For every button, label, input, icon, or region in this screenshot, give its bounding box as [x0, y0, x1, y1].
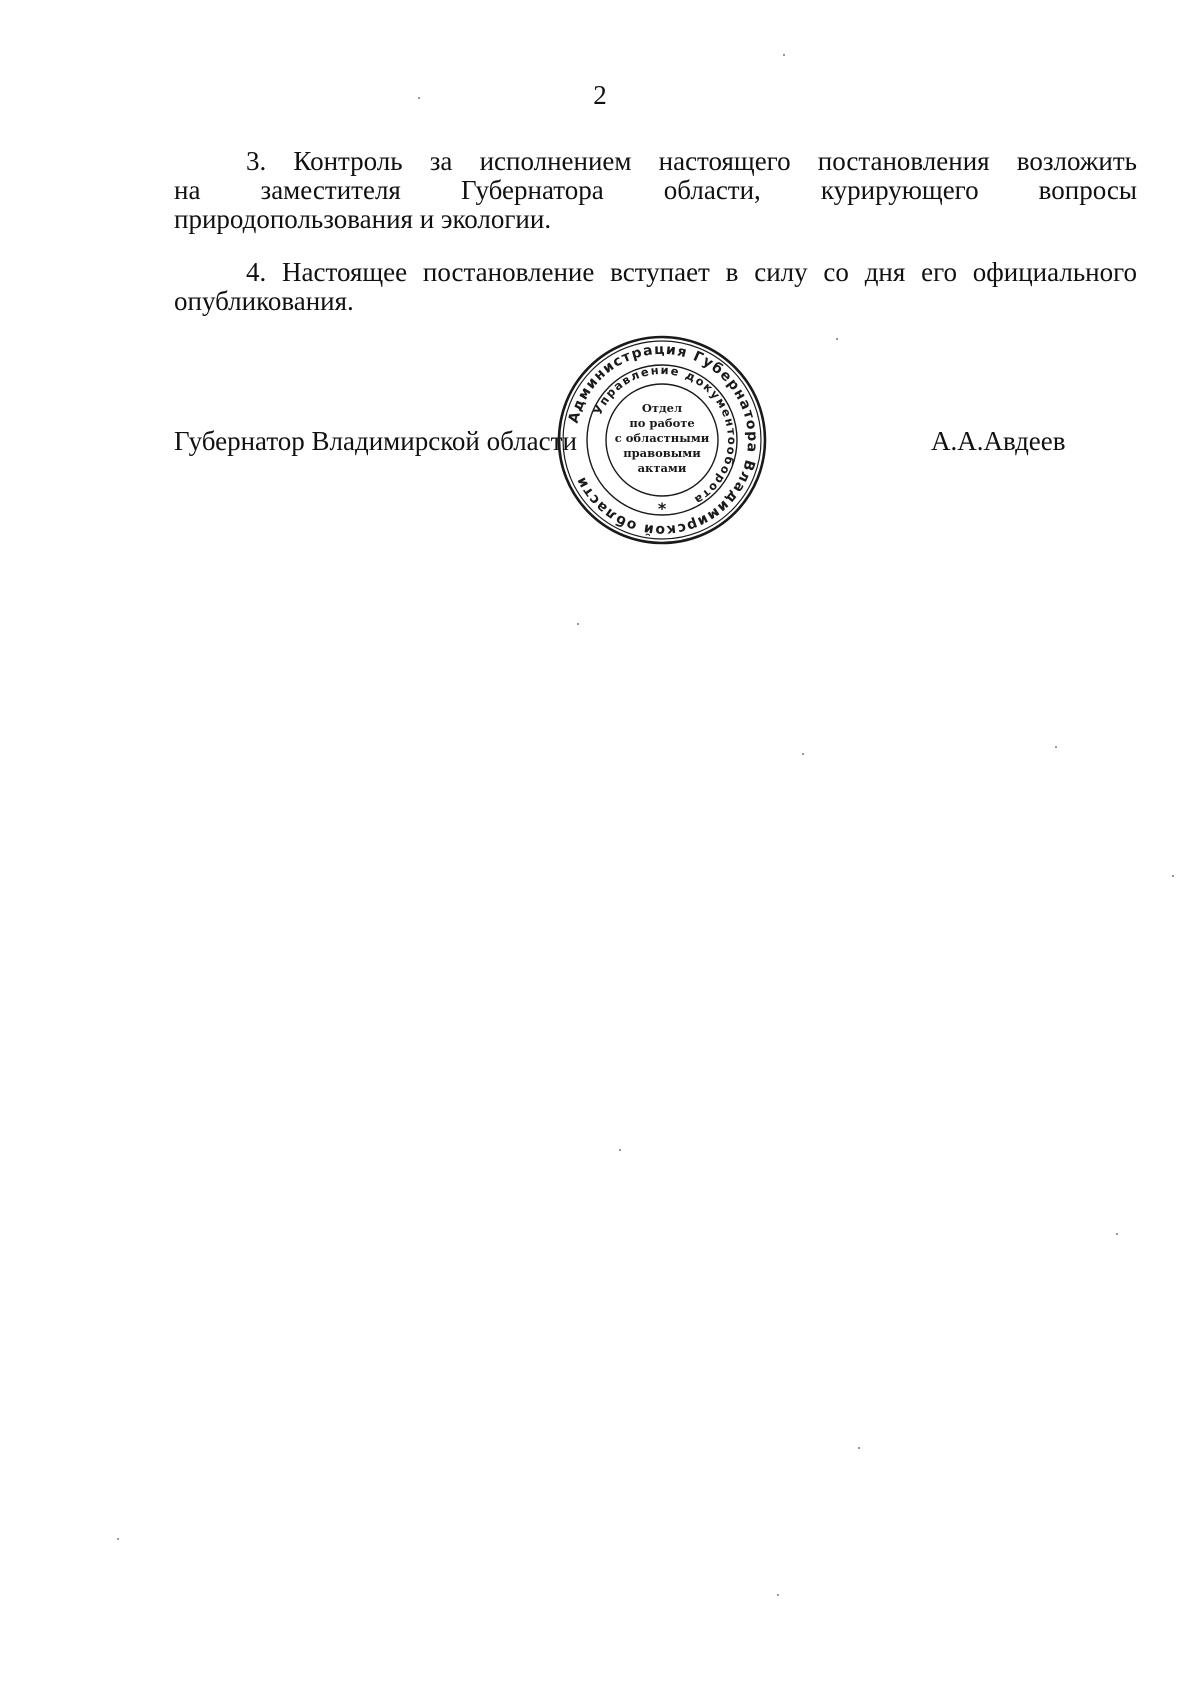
stamp-inner-text: Управление документооборота — [590, 362, 740, 509]
stamp-center-line: по работе — [629, 416, 695, 430]
scan-speck — [1116, 1233, 1118, 1235]
scan-speck — [836, 338, 838, 340]
scan-speck — [777, 1594, 779, 1596]
stamp-center-line: актами — [637, 461, 687, 475]
scan-speck — [117, 1538, 119, 1540]
scan-speck — [1055, 746, 1057, 748]
paragraph-4-line-2: опубликования. — [174, 286, 354, 316]
stamp-outer-text: Администрация Губернатора Владимирской области — [565, 341, 761, 539]
scan-speck — [418, 97, 420, 99]
stamp-seal-graphic — [556, 334, 768, 546]
scan-speck — [1172, 875, 1174, 877]
paragraph-3-line-3: природопользования и экологии. — [174, 204, 552, 234]
paragraph-3 — [174, 147, 1137, 234]
stamp-center-line: Отдел — [641, 401, 683, 415]
official-stamp — [556, 334, 768, 546]
paragraph-4-line-1: 4. Настоящее постановление вступает в силу со дня его официального — [246, 257, 1137, 287]
scan-speck — [858, 1447, 860, 1449]
paragraph-3-line-2: на заместителя Губернатора области, курирующего вопросы — [174, 175, 1137, 205]
scan-speck — [619, 1149, 621, 1151]
stamp-star: * — [657, 499, 667, 518]
stamp-center-line: с областными — [614, 431, 710, 445]
stamp-center-line: правовыми — [623, 446, 701, 460]
page-number: 2 — [593, 80, 607, 110]
scan-speck — [783, 54, 785, 56]
scan-speck — [577, 623, 579, 625]
scan-speck — [802, 753, 804, 755]
signatory-position: Губернатор Владимирской области — [174, 426, 577, 456]
signatory-name: А.А.Авдеев — [931, 426, 1066, 456]
stamp-center-text — [615, 401, 710, 475]
paragraph-4 — [174, 258, 1137, 316]
paragraph-3-line-1: 3. Контроль за исполнением настоящего постановления возложить — [246, 146, 1137, 176]
